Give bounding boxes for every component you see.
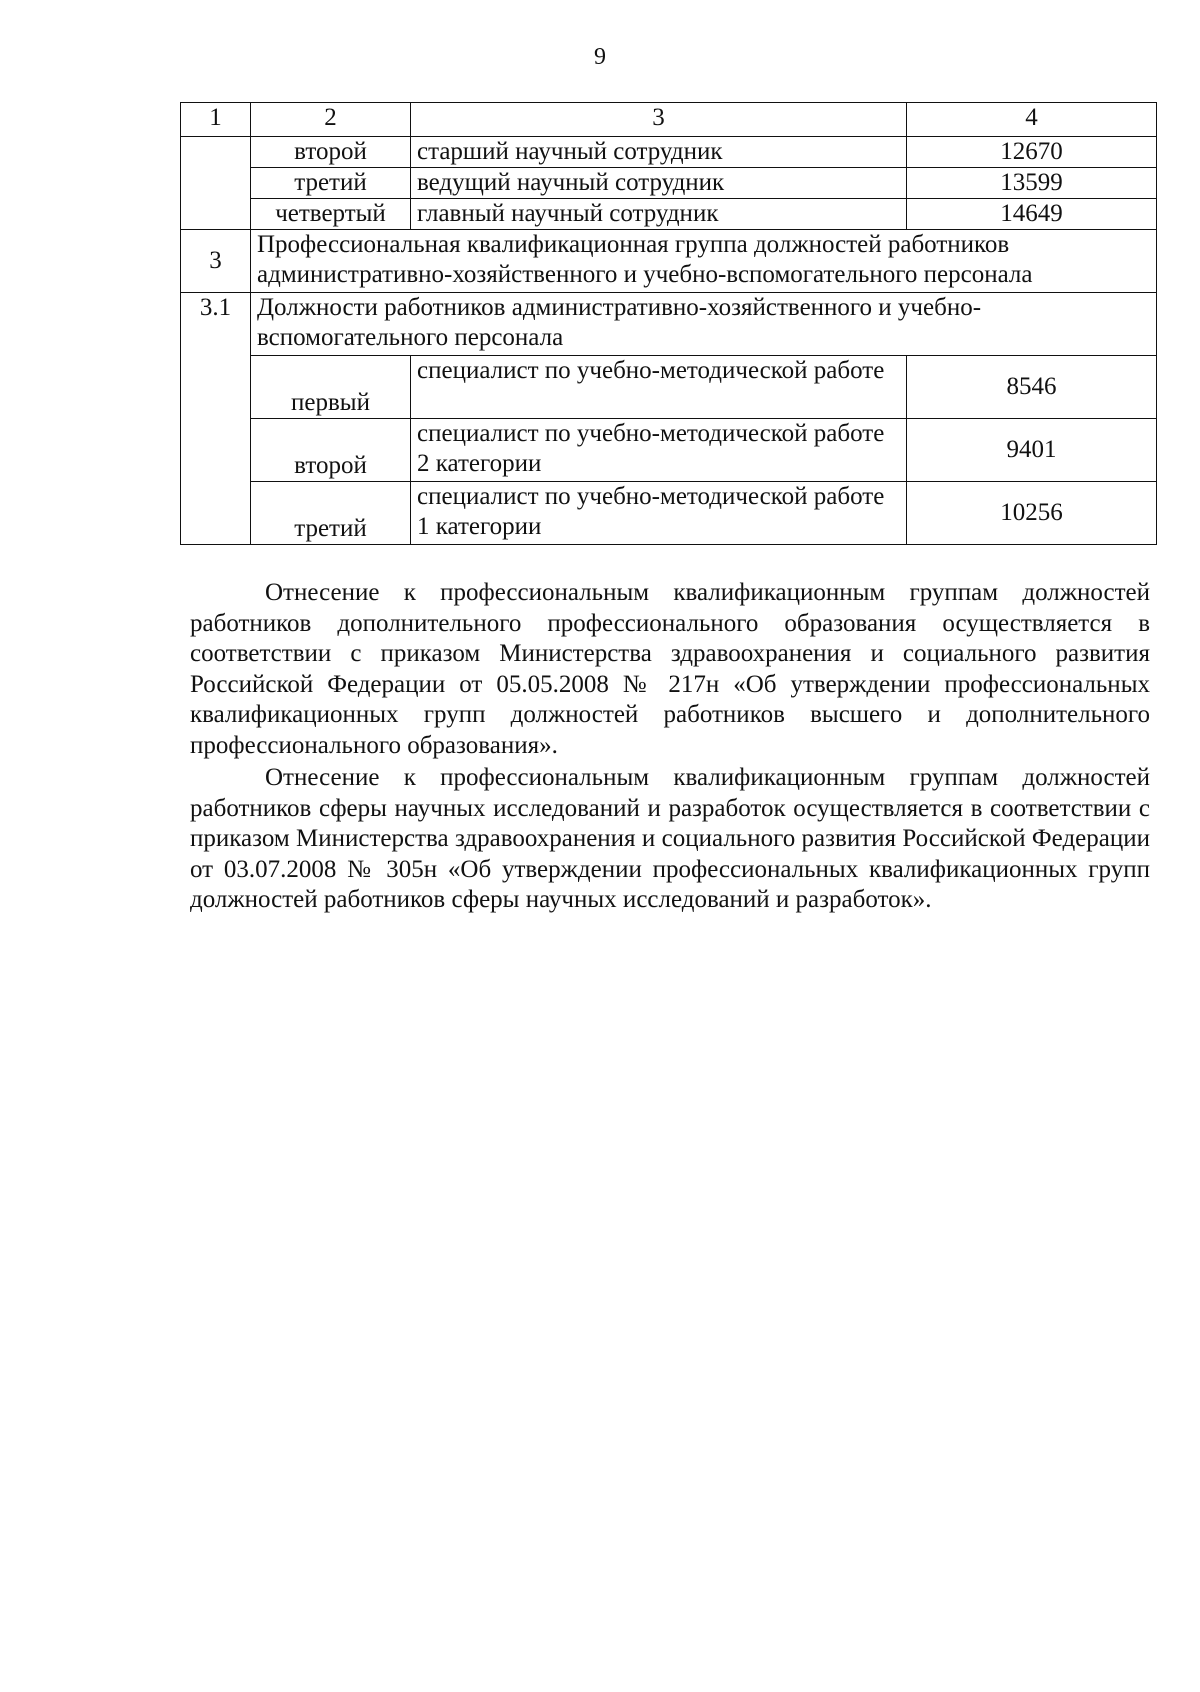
- level-cell: второй: [251, 419, 411, 482]
- paragraph: Отнесение к профессиональным квалификационным группам должностей работников сферы научных исследований и разработок осуществляется в соответствии с приказом Министерства здравоохранения и социального развития Российской Федерации от 03.07.2008 № 305н «Об утверждении профессиональных квалификационных групп должностей работников сферы научных исследований и разработок».: [190, 764, 1150, 913]
- subgroup-title: Должности работников административно-хозяйственного и учебно-вспомогательного персонала: [251, 293, 1157, 356]
- level-cell: второй: [251, 137, 411, 168]
- level-cell: третий: [251, 482, 411, 545]
- body-text: [190, 578, 1150, 918]
- group-row: [181, 230, 1157, 293]
- position-cell: ведущий научный сотрудник: [411, 168, 907, 199]
- subgroup-row: [181, 293, 1157, 356]
- position-cell: специалист по учебно-методической работе: [411, 356, 907, 419]
- subgroup-number: 3.1: [181, 293, 251, 545]
- group-title: Профессиональная квалификационная группа должностей работников административно-хозяйственного и учебно-вспомогательного персонала: [251, 230, 1157, 293]
- value-cell: 8546: [907, 356, 1157, 419]
- position-cell: старший научный сотрудник: [411, 137, 907, 168]
- header-cell-2: 2: [251, 103, 411, 137]
- qualification-table: [180, 102, 1157, 545]
- value-cell: 13599: [907, 168, 1157, 199]
- paragraph: Отнесение к профессиональным квалификационным группам должностей работников дополнительного профессионального образования осуществляется в соответствии с приказом Министерства здравоохранения и социального развития Российской Федерации от 05.05.2008 № 217н «Об утверждении профессиональных квалификационных групп должностей работников высшего и дополнительного профессионального образования».: [190, 579, 1150, 759]
- table-row: [181, 356, 1157, 419]
- table-row: [181, 419, 1157, 482]
- page-number: 9: [594, 44, 606, 70]
- level-cell: первый: [251, 356, 411, 419]
- table-header-row: [181, 103, 1157, 137]
- value-cell: 14649: [907, 199, 1157, 230]
- header-cell-1: 1: [181, 103, 251, 137]
- table-row: [181, 199, 1157, 230]
- empty-num-cell: [181, 137, 251, 230]
- level-cell: третий: [251, 168, 411, 199]
- group-number: 3: [181, 230, 251, 293]
- header-cell-4: 4: [907, 103, 1157, 137]
- table-row: [181, 137, 1157, 168]
- value-cell: 12670: [907, 137, 1157, 168]
- position-cell: специалист по учебно-методической работе 2 категории: [411, 419, 907, 482]
- table-row: [181, 168, 1157, 199]
- value-cell: 10256: [907, 482, 1157, 545]
- position-cell: специалист по учебно-методической работе 1 категории: [411, 482, 907, 545]
- level-cell: четвертый: [251, 199, 411, 230]
- header-cell-3: 3: [411, 103, 907, 137]
- value-cell: 9401: [907, 419, 1157, 482]
- position-cell: главный научный сотрудник: [411, 199, 907, 230]
- table-row: [181, 482, 1157, 545]
